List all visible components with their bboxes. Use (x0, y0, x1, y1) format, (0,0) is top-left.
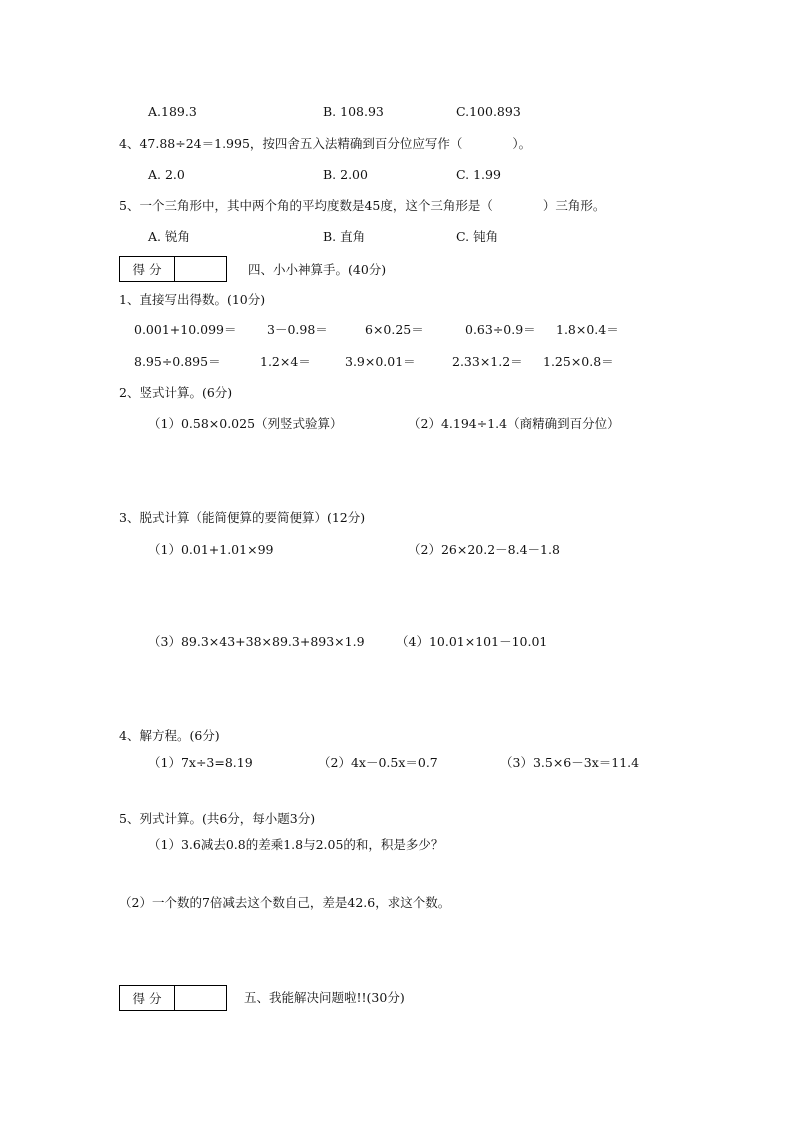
q5-option-a: A. 锐角 (148, 229, 190, 244)
part3-problem-1: （1）0.01+1.01×99 (148, 542, 274, 557)
q3-option-c: C.100.893 (456, 104, 521, 119)
q4-option-c: C. 1.99 (456, 167, 501, 182)
score-label: 得 分 (120, 986, 175, 1010)
calc-item: 1.25×0.8＝ (543, 354, 614, 369)
calc-item: 2.33×1.2＝ (452, 354, 523, 369)
q5-option-b: B. 直角 (323, 229, 366, 244)
calc-item: 0.63÷0.9＝ (465, 322, 536, 337)
section5-title: 五、我能解决问题啦!!(30分) (244, 990, 405, 1005)
calc-item: 0.001+10.099＝ (134, 322, 237, 337)
calc-item: 1.8×0.4＝ (556, 322, 619, 337)
part2-problem-1: （1）0.58×0.025（列竖式验算） (148, 416, 343, 431)
part2-title: 2、竖式计算。(6分) (119, 385, 233, 400)
calc-item: 8.95÷0.895＝ (134, 354, 221, 369)
q3-option-a: A.189.3 (148, 104, 197, 119)
part5-title: 5、列式计算。(共6分，每小题3分) (119, 811, 316, 826)
part2-problem-2: （2）4.194÷1.4（商精确到百分位） (408, 416, 620, 431)
part3-problem-2: （2）26×20.2－8.4－1.8 (408, 542, 560, 557)
q4-option-b: B. 2.00 (323, 167, 368, 182)
part3-problem-4: （4）10.01×101－10.01 (396, 634, 548, 649)
score-blank (175, 986, 226, 1010)
calc-item: 3.9×0.01＝ (345, 354, 416, 369)
score-box-section4 (119, 256, 227, 282)
q3-option-b: B. 108.93 (323, 104, 384, 119)
part5-problem-1: （1）3.6减去0.8的差乘1.8与2.05的和，积是多少？ (148, 837, 444, 852)
q5-stem: 5、一个三角形中，其中两个角的平均度数是45度，这个三角形是（ ）三角形。 (119, 198, 606, 213)
part4-title: 4、解方程。(6分) (119, 728, 220, 743)
part4-problem-3: （3）3.5×6－3x＝11.4 (500, 755, 640, 770)
part4-problem-1: （1）7x÷3=8.19 (148, 755, 253, 770)
q4-option-a: A. 2.0 (148, 167, 185, 182)
calc-item: 6×0.25＝ (365, 322, 424, 337)
part3-problem-3: （3）89.3×43+38×89.3+893×1.9 (148, 634, 365, 649)
part3-title: 3、脱式计算（能简便算的要简便算）(12分) (119, 510, 366, 525)
part1-title: 1、直接写出得数。(10分) (119, 292, 266, 307)
part5-problem-2: （2）一个数的7倍减去这个数自己，差是42.6，求这个数。 (119, 895, 451, 910)
score-box-section5 (119, 985, 227, 1011)
calc-item: 1.2×4＝ (260, 354, 311, 369)
part4-problem-2: （2）4x－0.5x＝0.7 (318, 755, 438, 770)
calc-item: 3－0.98＝ (267, 322, 328, 337)
q4-stem: 4、47.88÷24＝1.995，按四舍五入法精确到百分位应写作（ ）。 (119, 136, 532, 151)
q5-option-c: C. 钝角 (456, 229, 499, 244)
score-blank (175, 257, 226, 281)
section4-title: 四、小小神算手。(40分) (248, 262, 387, 277)
score-label: 得 分 (120, 257, 175, 281)
